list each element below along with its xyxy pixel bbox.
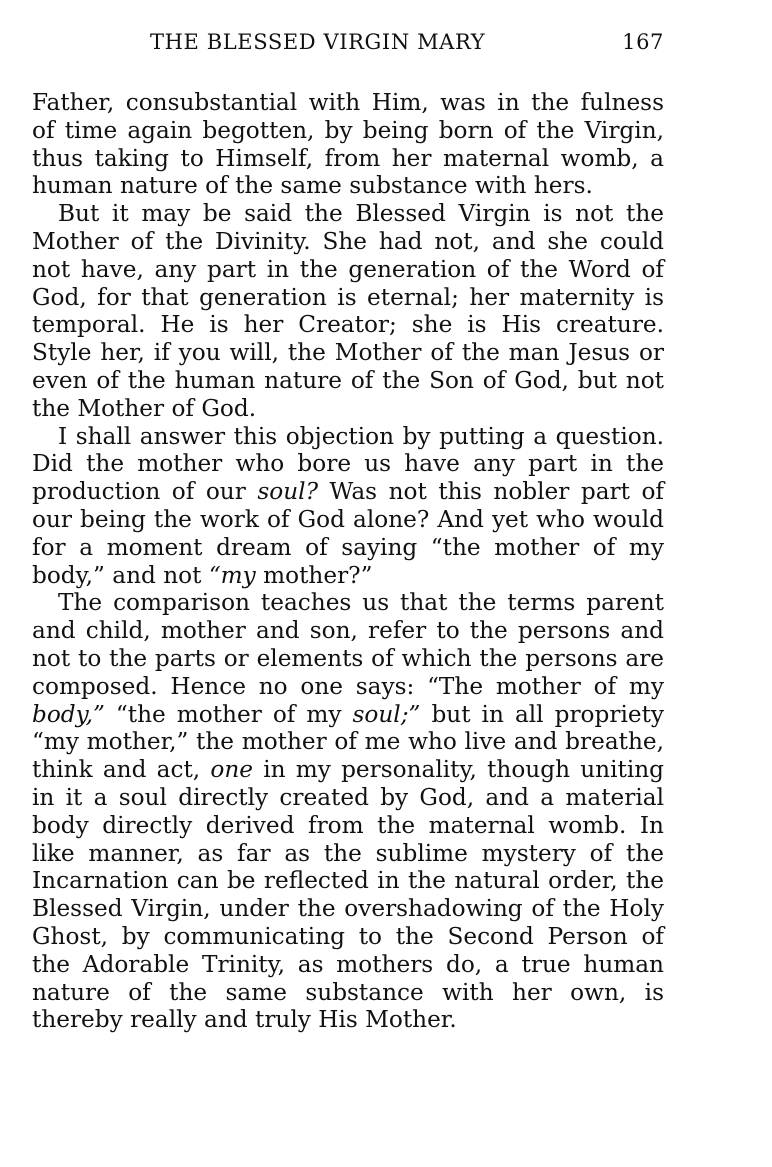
paragraph-4-text-c: but in all propriety “my mother,” the mother of me who live and breathe, think and act, (32, 700, 664, 784)
paragraph-4-text-d: in my personality, though uniting in it a soul directly created by God, and a material body directly derived from the maternal womb. In like manner, as far as the sublime mystery of the Incarnation can be reflected in the natural order, the Blessed Virgin, under the overshadowing of the Holy Ghost, by communicating to the Second Person of the Adorable Trinity, as mothers do, a true human nature of the same substance with her own, is thereby really and truly His Mother. (32, 756, 665, 1034)
paragraph-3-text-b: Was not this nobler part of our being the work of God alone? And yet who would for a moment dream of saying “the mother of my body,” and not (32, 478, 664, 589)
page-number: 167 (622, 30, 664, 54)
paragraph-3-text-c: mother?” (263, 561, 373, 589)
paragraph-4-emphasis-one: one (210, 756, 254, 784)
paragraph-3 (32, 423, 664, 590)
running-title: THE BLESSED VIRGIN MARY (150, 30, 486, 54)
book-page (32, 26, 664, 1034)
paragraph-3-text-a: I shall answer this objection by putting a question. Did the mother who bore us have any part in the production of our (32, 422, 664, 506)
running-header (32, 26, 664, 60)
paragraph-4-emphasis-soul: soul;” (352, 700, 421, 728)
paragraph-3-emphasis-soul: soul? (257, 478, 319, 506)
paragraph-4-emphasis-body: body,” (32, 700, 105, 728)
paragraph-3-emphasis-my: “my (208, 561, 256, 589)
paragraph-1: Father, consubstantial with Him, was in the fulness of time again begotten, by being born of the Virgin, thus taking to Himself, from her maternal womb, a human nature of the same substance with hers. (32, 89, 664, 200)
paragraph-4 (32, 589, 664, 1034)
paragraph-2: But it may be said the Blessed Virgin is not the Mother of the Divinity. She had not, and she could not have, any part in the generation of the Word of God, for that generation is eternal; her maternity is temporal. He is her Creator; she is His creature. Style her, if you will, the Mother of the man Jesus or even of the human nature of the Son of God, but not the Mother of God. (32, 200, 664, 422)
body-text (32, 89, 664, 1034)
paragraph-4-text-a: The comparison teaches us that the terms parent and child, mother and son, refer to the persons and not to the parts or elements of which the persons are composed. Hence no one says: “The mother of my (32, 589, 664, 700)
paragraph-4-text-b: “the mother of my (115, 700, 342, 728)
